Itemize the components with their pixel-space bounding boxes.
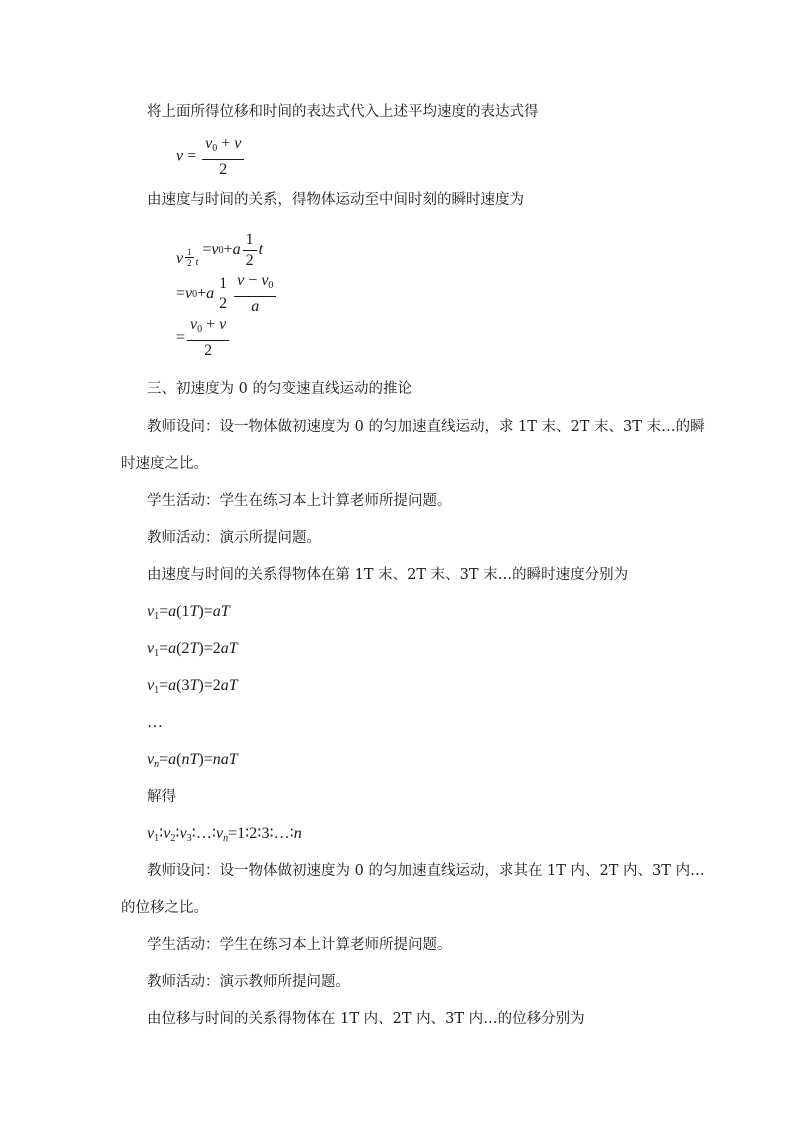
- paragraph-velocity-relation: 由速度与时间的关系得物体在第 1T 末、2T 末、3T 末…的瞬时速度分别为: [147, 567, 629, 583]
- paragraph-teacher-question-2-cont: 的位移之比。: [121, 900, 208, 916]
- paragraph-teacher-question-1-cont: 时速度之比。: [121, 456, 208, 472]
- paragraph-student-activity-2: 学生活动：学生在练习本上计算老师所提问题。: [147, 937, 452, 953]
- paragraph-teacher-question-1: 教师设问：设一物体做初速度为 0 的匀加速直线运动，求 1T 末、2T 末、3T 末…的瞬: [147, 419, 705, 435]
- paragraph-substitute-average-velocity: 将上面所得位移和时间的表达式代入上述平均速度的表达式得: [147, 104, 539, 120]
- equation-midtime-line-3: = $\frac{v_0 + v}{2}$: [176, 316, 278, 360]
- equation-midtime-line-2: = v 0 + a 1 2 $\frac{v - v_0}{a}$: [176, 272, 278, 316]
- section-heading-inference: 三、初速度为 0 的匀变速直线运动的推论: [147, 381, 412, 397]
- paragraph-solve: 解得: [147, 789, 176, 805]
- equation-v3: $v_1=a(3T)=2aT$: [147, 677, 238, 696]
- equation-vn: $v_n=a(nT)=naT$: [147, 751, 238, 770]
- paragraph-teacher-activity-1: 教师活动：演示所提问题。: [147, 530, 321, 546]
- equation-velocity-ratio: $v_1∶v_2∶v_3∶\dots∶v_n=1∶2∶3∶\dots∶n$: [147, 825, 302, 844]
- paragraph-student-activity-1: 学生活动：学生在练习本上计算老师所提问题。: [147, 493, 452, 509]
- equation-v1: $v_1=a(1T)=aT$: [147, 603, 230, 622]
- equation-midtime-velocity: [176, 228, 278, 360]
- paragraph-teacher-question-2: 教师设问：设一物体做初速度为 0 的匀加速直线运动，求其在 1T 内、2T 内、3T 内…: [147, 863, 705, 879]
- paragraph-displacement-relation: 由位移与时间的关系得物体在 1T 内、2T 内、3T 内…的位移分别为: [147, 1011, 585, 1027]
- ellipsis: …: [147, 714, 163, 731]
- paragraph-teacher-activity-2: 教师活动：演示教师所提问题。: [147, 974, 350, 990]
- equation-average-velocity: v = $\frac{v_0 + v}{2}$: [176, 136, 246, 178]
- equation-midtime-line-1: v $\frac{1}{2}$ t = v 0 + a $\frac{1}{2}$ t: [176, 230, 264, 269]
- paragraph-instantaneous-velocity-midtime: 由速度与时间的关系，得物体运动至中间时刻的瞬时速度为: [147, 192, 524, 208]
- equation-v2: $v_1=a(2T)=2aT$: [147, 640, 238, 659]
